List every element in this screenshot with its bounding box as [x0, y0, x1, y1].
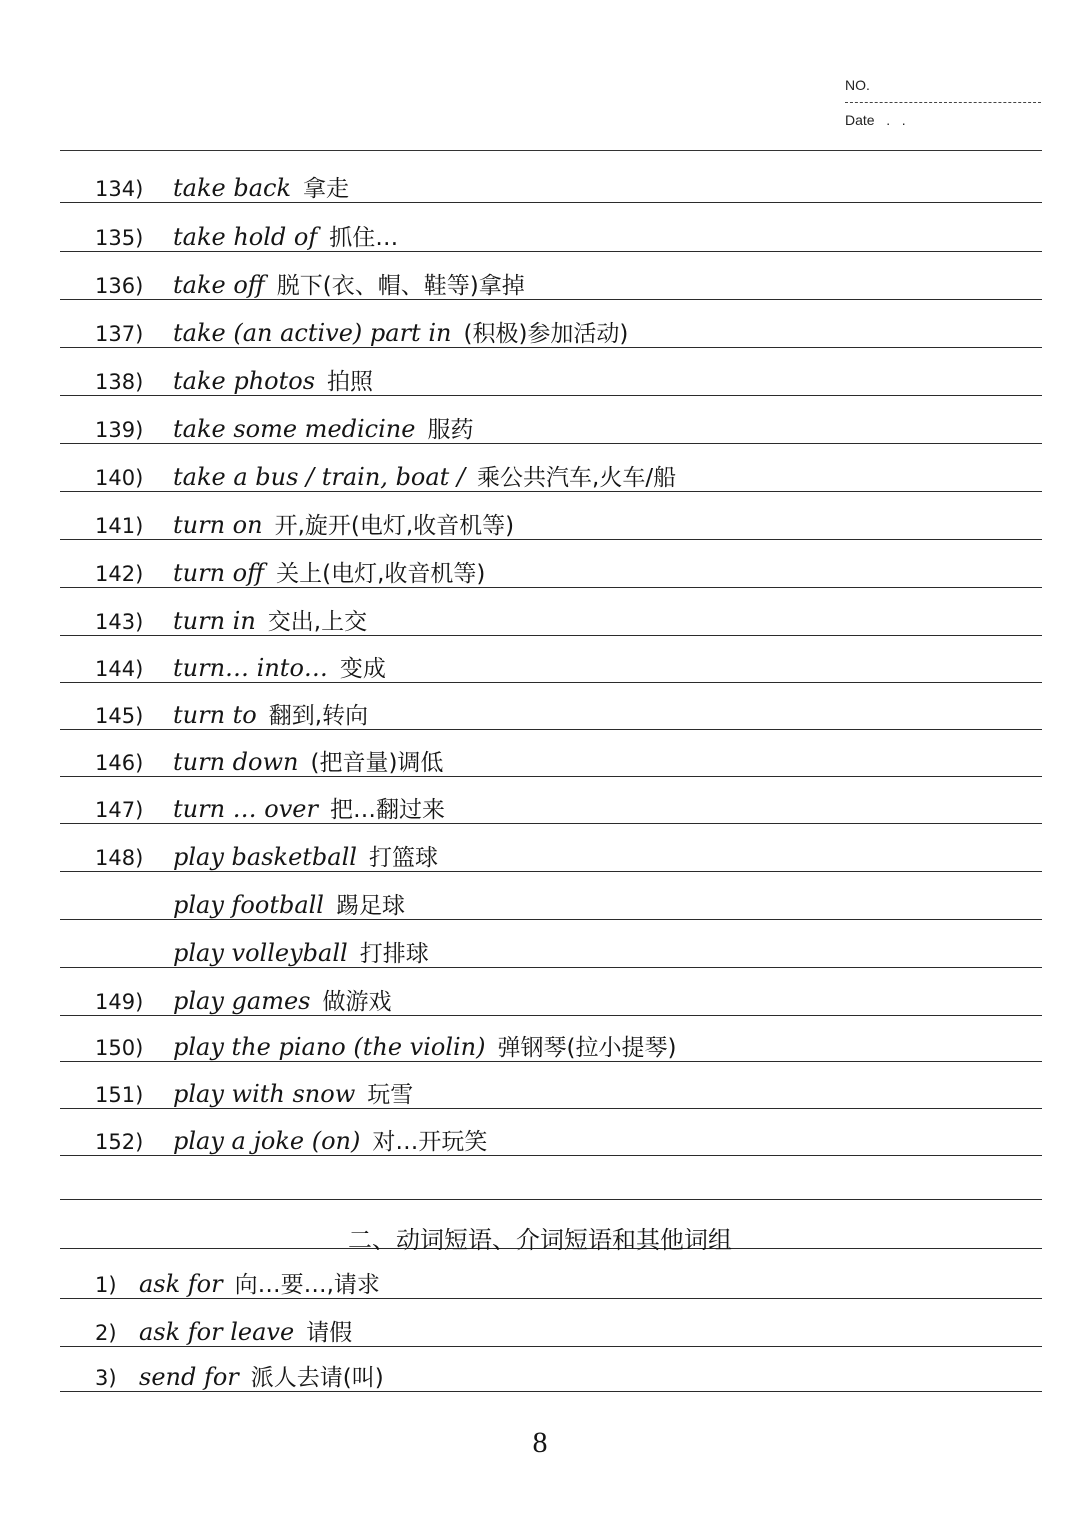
entry-chinese: (把音量)调低	[310, 750, 444, 776]
entry-chinese: 派人去请(叫)	[250, 1365, 384, 1391]
top-rule	[60, 150, 1042, 151]
entry-english: take (an active) part in	[173, 319, 452, 347]
entry-chinese: 踢足球	[335, 893, 405, 919]
section-heading: 二、动词短语、介词短语和其他词组	[348, 1226, 732, 1254]
entry-english: play with snow	[173, 1080, 356, 1108]
entry-english: play games	[173, 987, 311, 1015]
entry-chinese: 对…开玩笑	[372, 1129, 488, 1155]
entry-english: take some medicine	[173, 415, 416, 443]
entry-english: play a joke (on)	[173, 1127, 361, 1155]
date-label: Date . .	[845, 112, 906, 128]
entry-number: 1)	[95, 1273, 117, 1297]
entry-number: 148)	[95, 846, 144, 870]
list-item	[173, 890, 405, 921]
entry-english: turn on	[173, 511, 263, 539]
list-item	[95, 1079, 413, 1110]
list-item	[95, 1362, 384, 1393]
entry-number: 141)	[95, 514, 144, 538]
entry-chinese: 做游戏	[322, 989, 392, 1015]
entry-chinese: 拿走	[302, 176, 349, 202]
entry-number: 146)	[95, 751, 144, 775]
list-item	[95, 510, 514, 541]
entry-number: 144)	[95, 657, 144, 681]
entry-english: send for	[139, 1363, 239, 1391]
entry-english: turn … over	[173, 795, 318, 823]
entry-number: 140)	[95, 466, 144, 490]
entry-number: 139)	[95, 418, 144, 442]
list-item	[95, 270, 525, 301]
entry-number: 145)	[95, 704, 144, 728]
entry-number: 135)	[95, 226, 144, 250]
entry-number: 3)	[95, 1366, 117, 1390]
entry-chinese: 拍照	[327, 369, 374, 395]
entry-number: 152)	[95, 1130, 144, 1154]
list-item	[95, 653, 386, 684]
list-item	[95, 462, 676, 493]
entry-number: 134)	[95, 177, 144, 201]
entry-english: take off	[173, 271, 265, 299]
entry-english: play football	[173, 891, 324, 919]
entry-chinese: 请假	[306, 1320, 353, 1346]
entry-number: 142)	[95, 562, 144, 586]
entry-number: 151)	[95, 1083, 144, 1107]
entry-english: ask for leave	[139, 1318, 295, 1346]
entry-english: take back	[173, 174, 291, 202]
entry-number: 137)	[95, 322, 144, 346]
list-item	[95, 1269, 380, 1300]
entry-chinese: 脱下(衣、帽、鞋等)拿掉	[276, 273, 525, 299]
entry-chinese: 抓住…	[329, 225, 399, 251]
entry-chinese: 弹钢琴(拉小提琴)	[497, 1035, 677, 1061]
entry-english: ask for	[139, 1270, 223, 1298]
entry-number: 147)	[95, 798, 144, 822]
entry-chinese: 翻到,转向	[268, 703, 369, 729]
entry-english: play basketball	[173, 843, 357, 871]
list-item	[95, 318, 628, 349]
entry-english: turn down	[173, 748, 299, 776]
entry-number: 138)	[95, 370, 144, 394]
entry-chinese: 变成	[339, 656, 386, 682]
page-number: 8	[532, 1426, 548, 1459]
list-item	[95, 366, 373, 397]
list-item	[95, 986, 391, 1017]
list-item	[95, 1032, 676, 1063]
entry-chinese: (积极)参加活动)	[463, 321, 629, 347]
entry-english: play the piano (the violin)	[173, 1033, 486, 1061]
list-item	[95, 606, 367, 637]
entry-chinese: 开,旋开(电灯,收音机等)	[274, 513, 515, 539]
ruled-line	[60, 1199, 1042, 1200]
no-label: NO.	[845, 74, 1041, 103]
entry-chinese: 服药	[427, 417, 474, 443]
entry-english: turn… into…	[173, 654, 328, 682]
entry-english: take photos	[173, 367, 316, 395]
list-item	[95, 222, 398, 253]
entry-english: turn to	[173, 701, 257, 729]
list-item	[95, 747, 443, 778]
header-fields	[845, 74, 1041, 133]
entry-english: take a bus / train, boat /	[173, 463, 466, 491]
entry-chinese: 打排球	[359, 941, 429, 967]
list-item	[95, 794, 445, 825]
entry-english: turn off	[173, 559, 265, 587]
entry-number: 2)	[95, 1321, 117, 1345]
list-item	[95, 414, 473, 445]
entry-chinese: 关上(电灯,收音机等)	[276, 561, 486, 587]
entry-chinese: 打篮球	[368, 845, 438, 871]
list-item	[95, 1317, 352, 1348]
entry-number: 150)	[95, 1036, 144, 1060]
entry-chinese: 玩雪	[367, 1082, 414, 1108]
entry-english: turn in	[173, 607, 256, 635]
list-item	[95, 1126, 487, 1157]
entry-english: take hold of	[173, 223, 318, 251]
entry-chinese: 乘公共汽车,火车/船	[477, 465, 677, 491]
entry-chinese: 交出,上交	[267, 609, 368, 635]
list-item	[173, 938, 429, 969]
entry-number: 149)	[95, 990, 144, 1014]
entry-chinese: 把…翻过来	[329, 797, 445, 823]
entry-number: 136)	[95, 274, 144, 298]
entry-chinese: 向…要…,请求	[234, 1272, 380, 1298]
list-item	[95, 700, 368, 731]
entry-english: play volleyball	[173, 939, 348, 967]
entry-number: 143)	[95, 610, 144, 634]
list-item	[95, 173, 349, 204]
list-item	[95, 558, 485, 589]
list-item	[95, 842, 438, 873]
